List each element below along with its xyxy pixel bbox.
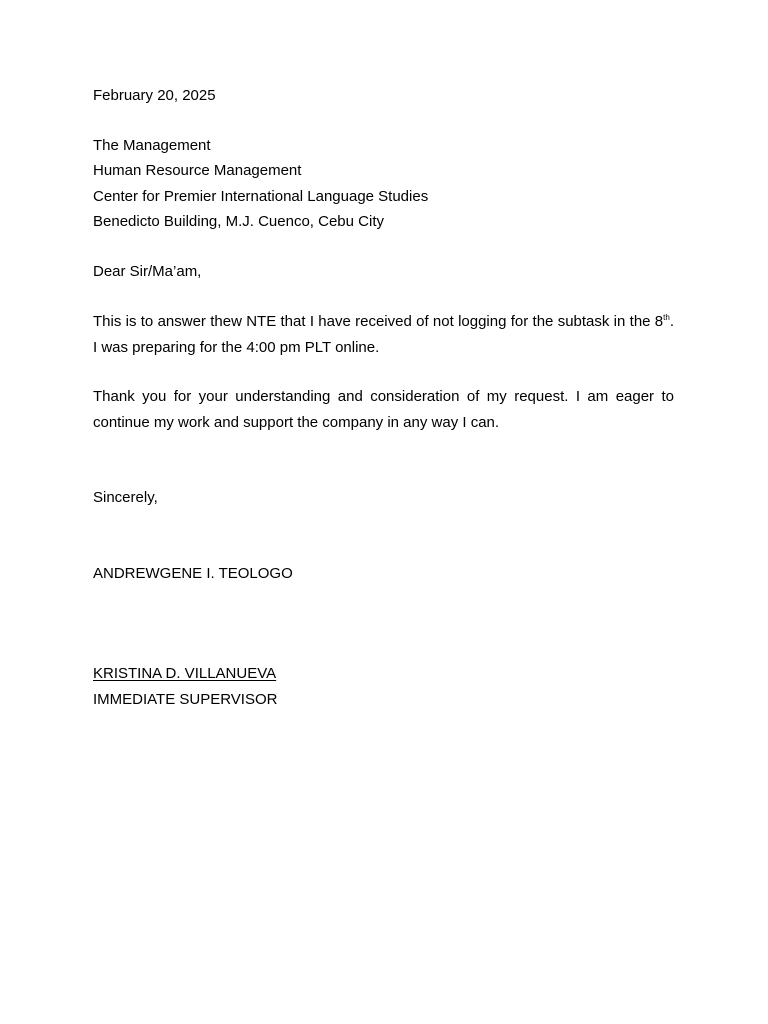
salutation: Dear Sir/Ma’am, <box>93 263 202 280</box>
body-paragraph-1 <box>93 309 674 360</box>
supervisor-title: IMMEDIATE SUPERVISOR <box>93 691 278 708</box>
body-paragraph-2: Thank you for your understanding and consideration of my request. I am eager to continue my work and support the company in any way I can. <box>93 388 674 431</box>
recipient-line-4: Benedicto Building, M.J. Cuenco, Cebu City <box>93 213 384 230</box>
paragraph-1-text-after: . I was preparing for the 4:00 pm PLT online. <box>93 313 674 356</box>
sender-name: ANDREWGENE I. TEOLOGO <box>93 565 293 582</box>
ordinal-suffix: th <box>663 313 670 322</box>
closing: Sincerely, <box>93 489 158 506</box>
supervisor-name: KRISTINA D. VILLANUEVA <box>93 665 277 682</box>
paragraph-1-text-before: This is to answer thew NTE that I have received of not logging for the subtask in the 8 <box>93 313 664 330</box>
recipient-line-2: Human Resource Management <box>93 162 302 179</box>
letter-date: February 20, 2025 <box>93 87 216 104</box>
recipient-line-1: The Management <box>93 137 211 154</box>
recipient-line-3: Center for Premier International Language Studies <box>93 188 429 205</box>
